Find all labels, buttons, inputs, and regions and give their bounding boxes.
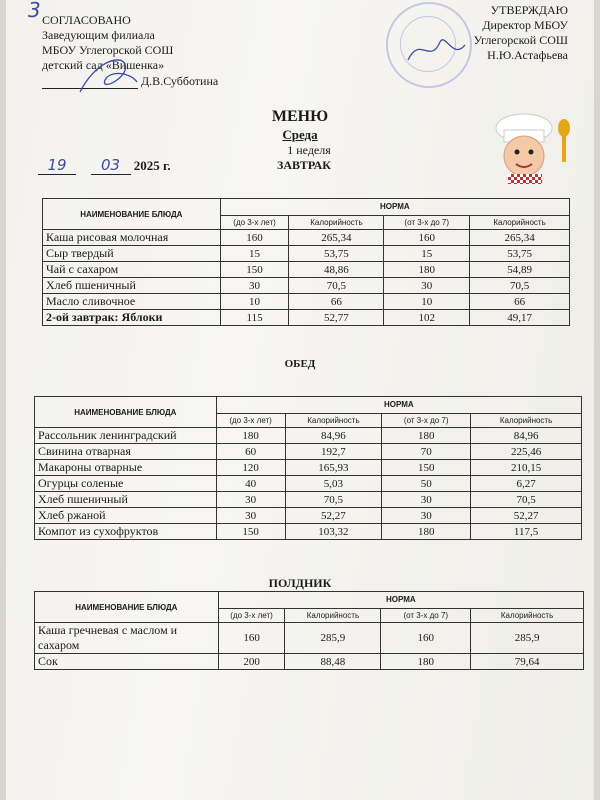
week-label: 1 неделя xyxy=(287,143,331,157)
portion-under-3: 40 xyxy=(216,476,285,492)
date-month: 03 xyxy=(91,156,131,175)
portion-under-3: 150 xyxy=(220,262,289,278)
dish-name: Сок xyxy=(35,654,219,670)
calories-3-to-7: 79,64 xyxy=(471,654,584,670)
approval-right-line2: Директор МБОУ xyxy=(482,18,568,32)
table-row xyxy=(43,294,570,310)
calories-3-to-7: 6,27 xyxy=(471,476,582,492)
date-year: 2025 г. xyxy=(133,158,171,173)
portion-3-to-7: 30 xyxy=(382,492,471,508)
calories-under-3: 70,5 xyxy=(285,492,382,508)
dish-name: Хлеб пшеничный xyxy=(35,492,217,508)
age2-header: (от 3-х до 7) xyxy=(382,413,471,427)
dish-column-header: НАИМЕНОВАНИЕ БЛЮДА xyxy=(43,199,221,230)
approval-right-line4: Н.Ю.Астафьева xyxy=(487,48,568,62)
age1-header: (до 3-х лет) xyxy=(218,608,285,622)
calories-3-to-7: 54,89 xyxy=(470,262,570,278)
portion-under-3: 30 xyxy=(216,492,285,508)
portion-3-to-7: 30 xyxy=(384,278,470,294)
approval-left-line4: детский сад «Вишенка» xyxy=(42,58,165,72)
norm-column-header: НОРМА xyxy=(218,592,583,609)
table-row xyxy=(35,623,584,654)
portion-under-3: 115 xyxy=(220,310,289,326)
snack-table xyxy=(34,591,584,670)
calories-3-to-7: 84,96 xyxy=(471,428,582,444)
date-day: 19 xyxy=(38,156,76,175)
portion-under-3: 120 xyxy=(216,460,285,476)
dish-name: Масло сливочное xyxy=(43,294,221,310)
kcal2-header: Калорийность xyxy=(471,608,584,622)
calories-under-3: 265,34 xyxy=(289,230,384,246)
calories-under-3: 88,48 xyxy=(285,654,381,670)
table-header-row xyxy=(35,397,582,414)
table-row xyxy=(43,310,570,326)
table-row xyxy=(35,444,582,460)
portion-3-to-7: 15 xyxy=(384,246,470,262)
calories-under-3: 165,93 xyxy=(285,460,382,476)
kcal2-header: Калорийность xyxy=(471,413,582,427)
dish-name: 2-ой завтрак: Яблоки xyxy=(43,310,221,326)
portion-3-to-7: 150 xyxy=(382,460,471,476)
portion-under-3: 30 xyxy=(220,278,289,294)
table-row xyxy=(35,654,584,670)
portion-under-3: 160 xyxy=(220,230,289,246)
kcal2-header: Калорийность xyxy=(470,215,570,229)
calories-3-to-7: 66 xyxy=(470,294,570,310)
calories-3-to-7: 70,5 xyxy=(470,278,570,294)
table-header-row xyxy=(43,199,570,216)
portion-under-3: 60 xyxy=(216,444,285,460)
portion-3-to-7: 160 xyxy=(381,623,471,654)
portion-under-3: 180 xyxy=(216,428,285,444)
portion-3-to-7: 10 xyxy=(384,294,470,310)
portion-3-to-7: 180 xyxy=(381,654,471,670)
portion-under-3: 150 xyxy=(216,524,285,540)
age1-header: (до 3-х лет) xyxy=(220,215,289,229)
table-row xyxy=(43,230,570,246)
portion-under-3: 160 xyxy=(218,623,285,654)
calories-under-3: 285,9 xyxy=(285,623,381,654)
norm-column-header: НОРМА xyxy=(220,199,569,216)
portion-3-to-7: 180 xyxy=(384,262,470,278)
chef-icon xyxy=(484,108,580,186)
approval-left-line3: МБОУ Углегорской СОШ xyxy=(42,43,174,57)
meal-lunch-heading: ОБЕД xyxy=(284,358,316,370)
calories-3-to-7: 225,46 xyxy=(471,444,582,460)
table-row xyxy=(43,278,570,294)
approval-right-line1: УТВЕРЖДАЮ xyxy=(490,3,568,17)
portion-under-3: 15 xyxy=(220,246,289,262)
table-row xyxy=(35,524,582,540)
dish-name: Огурцы соленые xyxy=(35,476,217,492)
portion-3-to-7: 180 xyxy=(382,524,471,540)
dish-column-header: НАИМЕНОВАНИЕ БЛЮДА xyxy=(35,397,217,428)
table-header-row xyxy=(35,592,584,609)
calories-under-3: 84,96 xyxy=(285,428,382,444)
calories-under-3: 52,27 xyxy=(285,508,382,524)
menu-title: МЕНЮ xyxy=(271,108,329,125)
signature-scribble-left xyxy=(75,52,145,100)
portion-3-to-7: 102 xyxy=(384,310,470,326)
portion-3-to-7: 160 xyxy=(384,230,470,246)
page-number: 3 xyxy=(28,0,41,22)
dish-name: Каша гречневая с маслом и сахаром xyxy=(35,623,219,654)
signature-scribble-right xyxy=(405,30,475,70)
dish-name: Хлеб ржаной xyxy=(35,508,217,524)
signature-name-left: Д.В.Субботина xyxy=(141,74,219,88)
calories-3-to-7: 49,17 xyxy=(470,310,570,326)
norm-column-header: НОРМА xyxy=(216,397,581,414)
portion-3-to-7: 50 xyxy=(382,476,471,492)
calories-3-to-7: 117,5 xyxy=(471,524,582,540)
table-row xyxy=(35,428,582,444)
dish-name: Хлеб пшеничный xyxy=(43,278,221,294)
kcal1-header: Калорийность xyxy=(289,215,384,229)
calories-under-3: 52,77 xyxy=(289,310,384,326)
calories-3-to-7: 70,5 xyxy=(471,492,582,508)
table-row xyxy=(35,508,582,524)
calories-under-3: 48,86 xyxy=(289,262,384,278)
age2-header: (от 3-х до 7) xyxy=(381,608,471,622)
dish-column-header: НАИМЕНОВАНИЕ БЛЮДА xyxy=(35,592,219,623)
calories-3-to-7: 53,75 xyxy=(470,246,570,262)
calories-under-3: 192,7 xyxy=(285,444,382,460)
age2-header: (от 3-х до 7) xyxy=(384,215,470,229)
meal-snack-heading: ПОЛДНИК xyxy=(268,576,332,590)
calories-3-to-7: 285,9 xyxy=(471,623,584,654)
approval-block-right xyxy=(474,3,568,63)
dish-name: Свинина отварная xyxy=(35,444,217,460)
calories-under-3: 66 xyxy=(289,294,384,310)
dish-name: Компот из сухофруктов xyxy=(35,524,217,540)
approval-left-line1: СОГЛАСОВАНО xyxy=(42,13,131,27)
portion-under-3: 30 xyxy=(216,508,285,524)
lunch-table xyxy=(34,396,582,540)
table-row xyxy=(35,460,582,476)
date-line xyxy=(38,156,171,175)
calories-under-3: 70,5 xyxy=(289,278,384,294)
portion-under-3: 10 xyxy=(220,294,289,310)
kcal1-header: Калорийность xyxy=(285,413,382,427)
portion-3-to-7: 70 xyxy=(382,444,471,460)
calories-under-3: 53,75 xyxy=(289,246,384,262)
portion-under-3: 200 xyxy=(218,654,285,670)
dish-name: Рассольник ленинградский xyxy=(35,428,217,444)
approval-right-line3: Углегорской СОШ xyxy=(473,33,568,47)
breakfast-table xyxy=(42,198,570,326)
dish-name: Чай с сахаром xyxy=(43,262,221,278)
table-row xyxy=(43,246,570,262)
calories-3-to-7: 210,15 xyxy=(471,460,582,476)
approval-left-line2: Заведующим филиала xyxy=(42,28,155,42)
calories-3-to-7: 265,34 xyxy=(470,230,570,246)
table-row xyxy=(35,476,582,492)
dish-name: Макароны отварные xyxy=(35,460,217,476)
calories-3-to-7: 52,27 xyxy=(471,508,582,524)
calories-under-3: 5,03 xyxy=(285,476,382,492)
kcal1-header: Калорийность xyxy=(285,608,381,622)
calories-under-3: 103,32 xyxy=(285,524,382,540)
lunch-rows xyxy=(35,428,582,540)
table-row xyxy=(35,492,582,508)
portion-3-to-7: 30 xyxy=(382,508,471,524)
dish-name: Сыр твердый xyxy=(43,246,221,262)
dish-name: Каша рисовая молочная xyxy=(43,230,221,246)
age1-header: (до 3-х лет) xyxy=(216,413,285,427)
portion-3-to-7: 180 xyxy=(382,428,471,444)
day-label: Среда xyxy=(282,127,318,142)
table-row xyxy=(43,262,570,278)
meal-breakfast-heading: ЗАВТРАК xyxy=(277,158,332,172)
breakfast-rows xyxy=(43,230,570,326)
snack-rows xyxy=(35,623,584,670)
